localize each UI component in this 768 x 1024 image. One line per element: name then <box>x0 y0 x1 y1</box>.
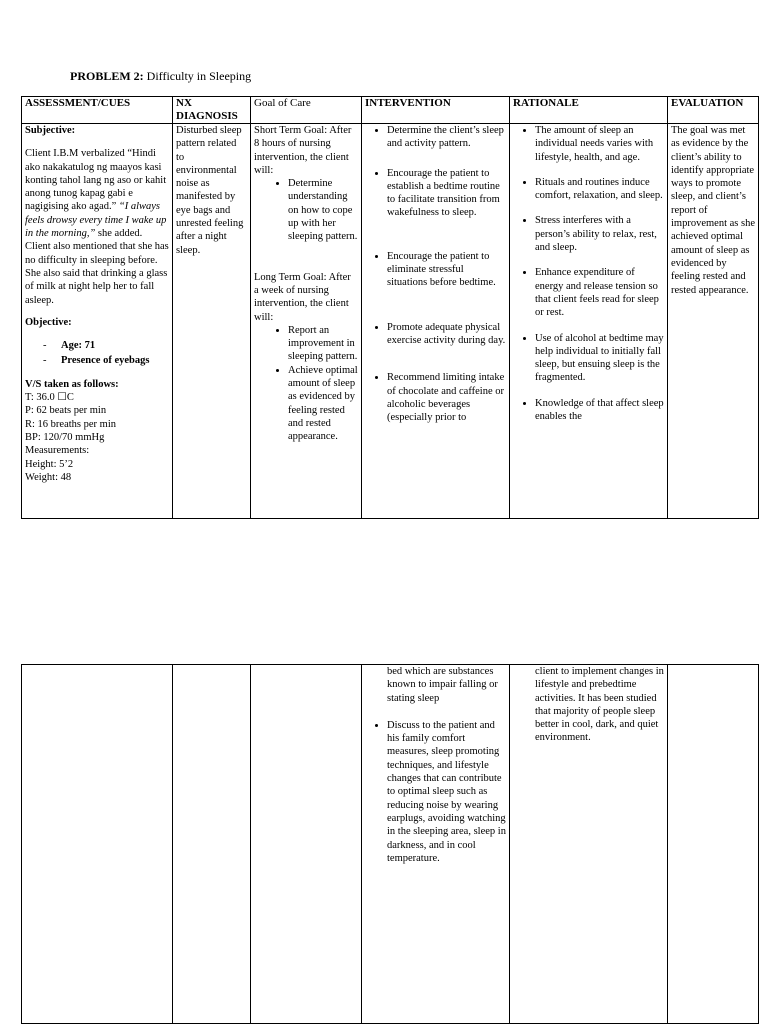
vital-signs-label: V/S taken as follows: <box>25 378 119 390</box>
rationale-item: • Use of alcohol at bedtime may help individual to initially fall sleep, but ensuing sleep is the fragmented. <box>535 332 664 385</box>
intervention-item: • Encourage the patient to eliminate stressful situations before bedtime. <box>387 250 506 290</box>
goal-cell <box>251 124 362 519</box>
vital-sign: R: 16 breaths per min <box>25 418 116 430</box>
intervention-item: • Determine the client’s sleep and activity pattern. <box>387 124 506 151</box>
vital-sign: P: 62 beats per min <box>25 405 107 417</box>
subjective-label: Subjective: <box>25 125 76 136</box>
assessment-cell-cont <box>22 665 173 1024</box>
rationale-item: • Stress interferes with a person’s ability to relax, rest, and sleep. <box>535 214 664 254</box>
objective-list <box>25 339 169 368</box>
rationale-cell <box>510 124 668 519</box>
subjective-text: Client I.B.M verbalized “Hindi ako nakakatulog ng maayos kasi konting tahol lang ng aso or kahit anong tunog kapag gabi e nagigising ako agad.” “I always feels drowsy every time I wake up in the morning,” she added. Client also mentioned that she has no difficulty in sleeping before. She also said that drinking a glass of milk at night help her to fall asleep. <box>25 148 169 306</box>
care-plan-table-page1 <box>21 96 759 519</box>
rationale-list <box>513 124 664 423</box>
long-term-list <box>254 324 358 444</box>
evaluation-text: The goal was met as evidence by the client’s ability to identify appropriate ways to promote sleep, and client’s report of improvement as she achieved optimal amount of sleep as evidenced by feeling rested and rested appearance. <box>671 125 755 296</box>
intervention-continued: bed which are substances known to impair falling or stating sleep <box>387 666 498 704</box>
objective-item: - Presence of eyebags <box>61 354 169 367</box>
goal-item: • Report an improvement in sleeping pattern. <box>288 324 358 364</box>
goal-item: • Determine understanding on how to cope up with her sleeping pattern. <box>288 177 358 243</box>
header-rationale: RATIONALE <box>510 97 668 124</box>
diagnosis-cell-cont <box>173 665 251 1024</box>
care-plan-table-page2 <box>21 664 759 1024</box>
header-goal: Goal of Care <box>251 97 362 124</box>
objective-label: Objective: <box>25 316 72 328</box>
vital-sign: BP: 120/70 mmHg <box>25 431 105 443</box>
goal-item: • Achieve optimal amount of sleep as evidenced by feeling rested and rested appearance. <box>288 364 358 444</box>
rationale-cell-cont <box>510 665 668 1024</box>
vital-sign: Weight: 48 <box>25 471 72 483</box>
problem-heading <box>70 69 251 84</box>
vital-sign: Measurements: <box>25 445 90 457</box>
goal-cell-cont <box>251 665 362 1024</box>
header-assessment: ASSESSMENT/CUES <box>22 97 173 124</box>
intervention-list <box>365 124 506 424</box>
vital-sign: Height: 5’2 <box>25 458 74 470</box>
intervention-item: • Discuss to the patient and his family comfort measures, sleep promoting techniques, and lifestyle changes that can contribute to optimal sleep such as reducing noise by wearing earplugs, avoiding watching in the sleeping area, sleep in darkness, and in cool temperature. <box>387 719 506 865</box>
rationale-item: • Rituals and routines induce comfort, relaxation, and sleep. <box>535 176 664 203</box>
intervention-cell-cont <box>362 665 510 1024</box>
header-diagnosis: NX DIAGNOSIS <box>173 97 251 124</box>
rationale-item: • The amount of sleep an individual needs varies with lifestyle, health, and age. <box>535 124 664 164</box>
intervention-list-cont <box>365 719 506 865</box>
diagnosis-cell <box>173 124 251 519</box>
short-term-goal: Short Term Goal: After 8 hours of nursing intervention, the client will: <box>254 125 352 176</box>
short-term-list <box>254 177 358 243</box>
vital-sign: T: 36.0 ☐C <box>25 392 74 404</box>
rationale-item: • Knowledge of that affect sleep enables the <box>535 397 664 424</box>
problem-title: Difficulty in Sleeping <box>146 69 252 83</box>
long-term-goal: Long Term Goal: After a week of nursing intervention, the client will: <box>254 271 351 323</box>
intervention-item: • Promote adequate physical exercise activity during day. <box>387 321 506 348</box>
intervention-cell <box>362 124 510 519</box>
assessment-cell <box>22 124 173 519</box>
objective-item: - Age: 71 <box>61 339 169 352</box>
header-evaluation: EVALUATION <box>668 97 759 124</box>
rationale-item: • Enhance expenditure of energy and release tension so that client feels read for sleep or rest. <box>535 266 664 319</box>
rationale-continued: client to implement changes in lifestyle and prebedtime activities. It has been studied that majority of people sleep better in cool, dark, and quiet environment. <box>535 666 664 744</box>
intervention-item: • Recommend limiting intake of chocolate and caffeine or alcoholic beverages (especially prior to <box>387 371 506 424</box>
header-intervention: INTERVENTION <box>362 97 510 124</box>
problem-label: PROBLEM 2: <box>70 69 144 83</box>
intervention-item: • Encourage the patient to establish a bedtime routine to facilitate transition from wakefulness to sleep. <box>387 167 506 220</box>
diagnosis-text: Disturbed sleep pattern related to environmental noise as manifested by eye bags and unrested feeling after a night sleep. <box>176 125 244 256</box>
evaluation-cell-cont <box>668 665 759 1024</box>
evaluation-cell <box>668 124 759 519</box>
